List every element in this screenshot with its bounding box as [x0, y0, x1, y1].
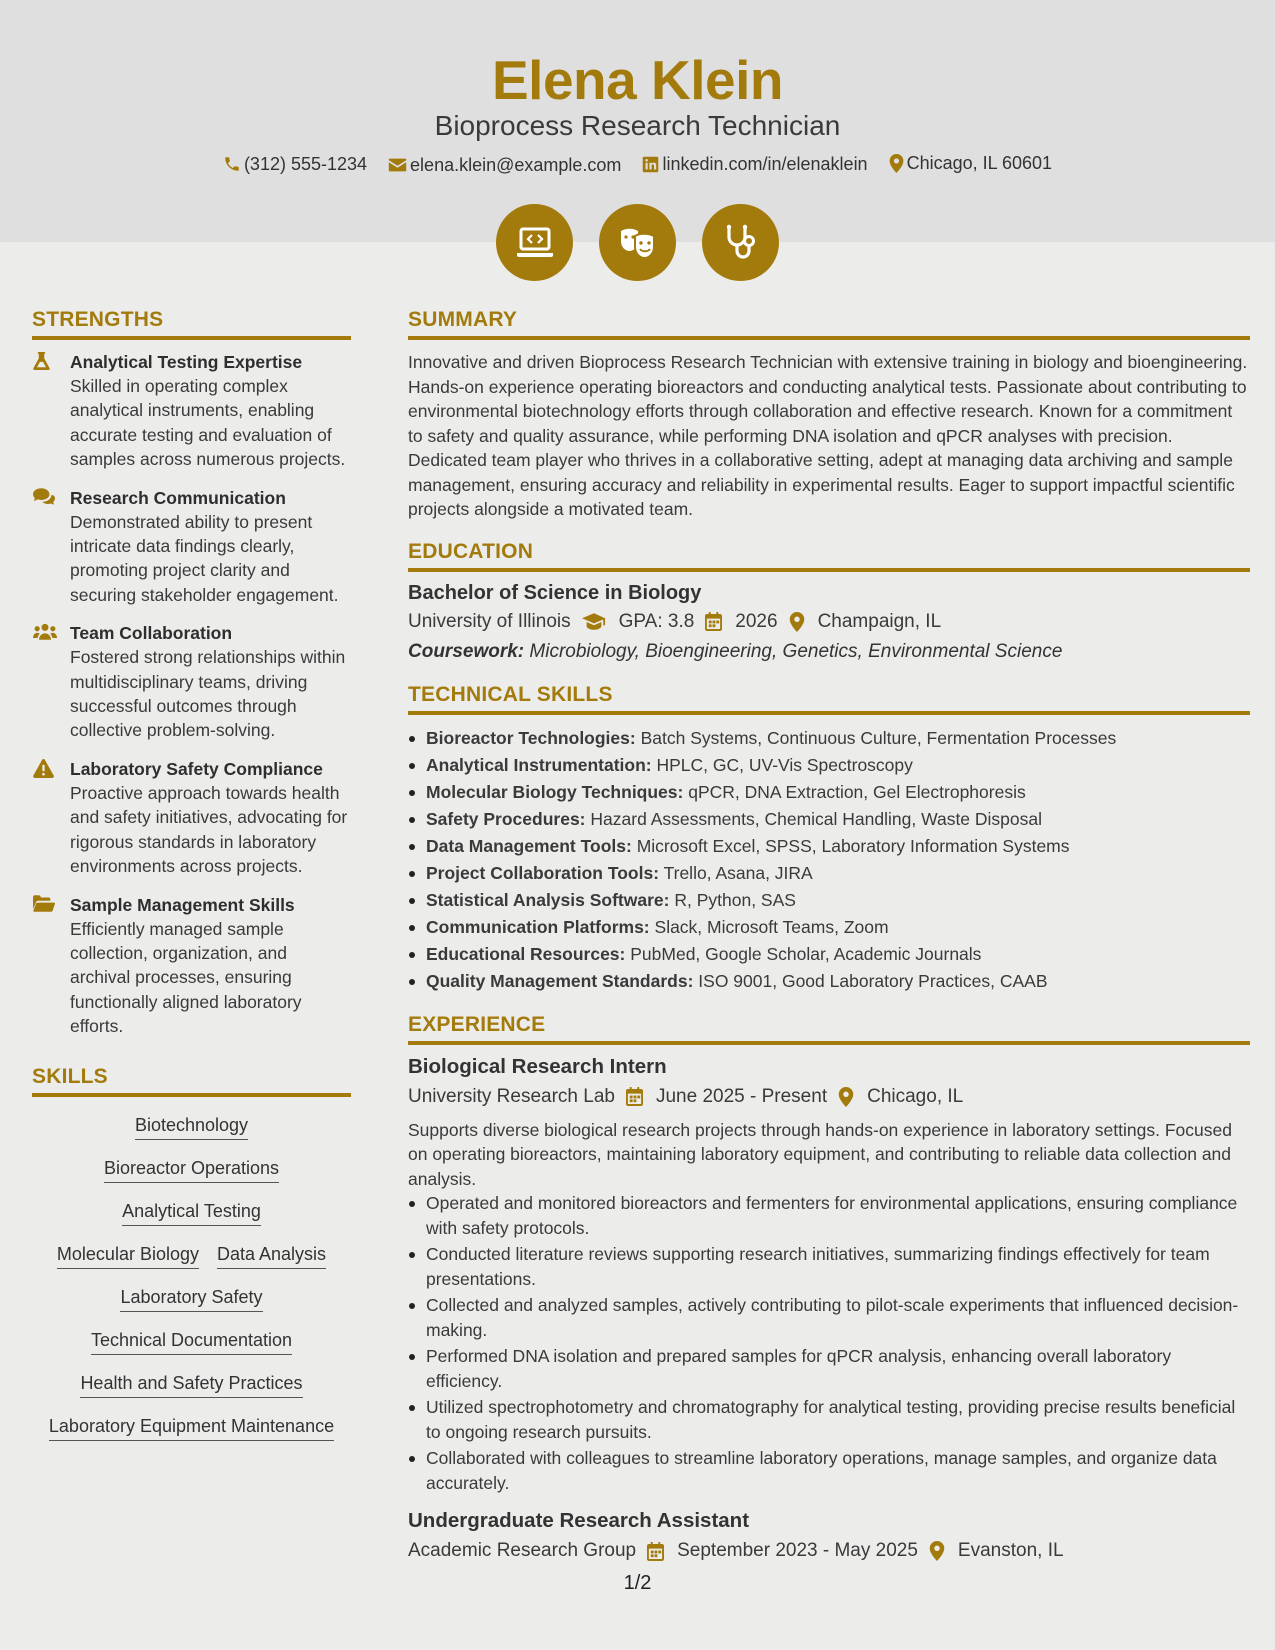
map-pin-icon — [838, 1087, 854, 1107]
contact-bar — [0, 153, 1275, 178]
job-bullets — [408, 1191, 1250, 1495]
flask-icon — [33, 352, 50, 370]
tech-skill-label: Bioreactor Technologies: — [426, 727, 636, 748]
warning-icon — [33, 759, 54, 778]
strength-title: Sample Management Skills — [70, 894, 295, 915]
email-text: elena.klein@example.com — [410, 154, 622, 175]
laptop-code-icon — [515, 226, 555, 260]
summary-text: Innovative and driven Bioprocess Research Technician with extensive training in biology and bioengineering. Hands-on experience operating bioreactors and conducting analytical tests. Passionate about contributing to environmental biotechnology efforts through collaboration and effective research. Known for a commitment to safety and quality assurance, while performing DNA isolation and qPCR analyses with precision. Dedicated team player who thrives in a collaborative setting, adept at managing data archiving and sample management, ensuring accuracy and reliability in experimental results. Eager to support impactful scientific projects alongside a motivated team. — [408, 352, 1248, 519]
tech-skill-value: Microsoft Excel, SPSS, Laboratory Information Systems — [636, 835, 1070, 856]
skill-tag: Technical Documentation — [91, 1330, 292, 1355]
left-column — [32, 308, 351, 1451]
list-item — [408, 779, 1250, 806]
job-meta — [408, 1086, 1250, 1108]
list-item — [408, 833, 1250, 860]
job-dates: September 2023 - May 2025 — [677, 1540, 918, 1561]
page-number: 1/2 — [623, 1572, 652, 1594]
skills-list — [32, 1107, 351, 1451]
skill-tag: Health and Safety Practices — [80, 1373, 302, 1398]
tech-skill-label: Project Collaboration Tools: — [426, 862, 660, 883]
experience-entry — [408, 1055, 1250, 1496]
badge-laptop — [496, 204, 573, 281]
education-heading: EDUCATION — [408, 540, 1250, 572]
tech-skill-value: PubMed, Google Scholar, Academic Journals — [630, 943, 982, 964]
map-pin-icon — [929, 1541, 945, 1561]
candidate-name: Elena Klein — [492, 49, 783, 111]
strength-title: Research Communication — [70, 487, 286, 508]
list-item — [408, 725, 1250, 752]
strength-desc: Proactive approach towards health and safety initiatives, advocating for rigorous standards in laboratory environments across projects. — [70, 782, 348, 877]
strength-title: Laboratory Safety Compliance — [70, 758, 323, 779]
job-title: Biological Research Intern — [408, 1054, 667, 1078]
education-degree: Bachelor of Science in Biology — [408, 581, 702, 604]
skill-tag: Analytical Testing — [122, 1201, 261, 1226]
right-column — [408, 308, 1250, 1562]
job-location: Evanston, IL — [957, 1540, 1064, 1561]
tech-skill-value: qPCR, DNA Extraction, Gel Electrophoresis — [688, 781, 1026, 802]
stethoscope-icon — [723, 224, 759, 262]
contact-email[interactable] — [388, 155, 621, 176]
location-text: Chicago, IL 60601 — [906, 153, 1053, 173]
graduation-cap-icon — [582, 613, 606, 630]
contact-phone[interactable] — [223, 154, 367, 175]
skill-tag: Biotechnology — [135, 1115, 248, 1140]
phone-icon — [223, 155, 241, 173]
job-location: Chicago, IL — [867, 1085, 964, 1107]
tech-skill-label: Communication Platforms: — [426, 916, 650, 937]
badge-stethoscope — [702, 204, 779, 281]
linkedin-icon — [642, 156, 659, 173]
map-pin-icon — [789, 612, 805, 632]
strength-item — [32, 350, 351, 472]
tech-skill-value: HPLC, GC, UV-Vis Spectroscopy — [656, 754, 913, 775]
strength-title: Team Collaboration — [70, 623, 233, 644]
education-location: Champaign, IL — [817, 610, 942, 632]
tech-skill-label: Data Management Tools: — [426, 835, 632, 856]
list-item: Performed DNA isolation and prepared samples for qPCR analysis, enhancing overall laboratory efficiency. — [408, 1344, 1250, 1393]
education-school: University of Illinois — [408, 610, 571, 632]
folder-open-icon — [33, 895, 55, 912]
tech-skill-value: Trello, Asana, JIRA — [663, 862, 813, 883]
job-dates: June 2025 - Present — [655, 1085, 828, 1107]
strength-item — [32, 893, 351, 1039]
map-pin-icon — [889, 154, 904, 173]
technical-skills-list — [408, 725, 1250, 995]
calendar-icon — [647, 1542, 664, 1561]
skills-section — [32, 1065, 351, 1451]
job-meta — [408, 1540, 1250, 1562]
skill-tag: Molecular Biology — [57, 1244, 199, 1269]
job-org: Academic Research Group — [408, 1540, 637, 1561]
strength-item — [32, 486, 351, 608]
strength-item — [32, 757, 351, 879]
tech-skill-value: Hazard Assessments, Chemical Handling, Waste Disposal — [590, 808, 1043, 829]
tech-skill-label: Analytical Instrumentation: — [426, 754, 652, 775]
calendar-icon — [705, 612, 722, 631]
skill-tag: Bioreactor Operations — [104, 1158, 279, 1183]
list-item: Conducted literature reviews supporting research initiatives, summarizing findings effectively for team presentations. — [408, 1242, 1250, 1291]
list-item: Operated and monitored bioreactors and fermenters for environmental applications, ensuring compliance with safety protocols. — [408, 1191, 1250, 1240]
linkedin-text: linkedin.com/in/elenaklein — [662, 154, 868, 174]
technical-skills-heading: TECHNICAL SKILLS — [408, 683, 1250, 715]
tech-skill-value: R, Python, SAS — [674, 889, 796, 910]
skill-tag: Data Analysis — [217, 1244, 326, 1269]
interest-badges — [0, 204, 1275, 281]
strength-desc: Fostered strong relationships within multidisciplinary teams, driving successful outcomes through collective problem-solving. — [70, 647, 346, 741]
tech-skill-value: ISO 9001, Good Laboratory Practices, CAAB — [698, 970, 1048, 991]
list-item: Collected and analyzed samples, actively contributing to pilot-scale experiments that influenced decision-making. — [408, 1293, 1250, 1342]
list-item: Utilized spectrophotometry and chromatography for analytical testing, providing precise results beneficial to ongoing research pursuits. — [408, 1395, 1250, 1444]
list-item — [408, 860, 1250, 887]
list-item — [408, 914, 1250, 941]
skill-tag: Laboratory Equipment Maintenance — [49, 1416, 334, 1441]
job-title: Undergraduate Research Assistant — [408, 1509, 750, 1532]
contact-linkedin[interactable] — [642, 154, 867, 175]
badge-masks — [599, 204, 676, 281]
experience-entry — [408, 1509, 1250, 1562]
tech-skill-label: Educational Resources: — [426, 943, 626, 964]
tech-skill-label: Quality Management Standards: — [426, 970, 694, 991]
skills-heading: SKILLS — [32, 1065, 351, 1097]
strength-desc: Skilled in operating complex analytical instruments, enabling accurate testing and evaluation of samples across numerous projects. — [70, 376, 346, 470]
theater-masks-icon — [618, 225, 658, 261]
list-item — [408, 752, 1250, 779]
coursework-list: Microbiology, Bioengineering, Genetics, Environmental Science — [529, 640, 1063, 662]
phone-text: (312) 555-1234 — [243, 153, 368, 174]
tech-skill-label: Safety Procedures: — [426, 808, 586, 829]
strength-desc: Efficiently managed sample collection, organization, and archival processes, ensuring functionally aligned laboratory efforts. — [70, 918, 302, 1037]
summary-heading: SUMMARY — [408, 308, 1250, 340]
coursework-label: Coursework: — [408, 640, 525, 662]
experience-heading: EXPERIENCE — [408, 1013, 1250, 1045]
comments-icon — [33, 488, 55, 505]
list-item — [408, 941, 1250, 968]
calendar-icon — [626, 1087, 643, 1106]
education-gpa: GPA: 3.8 — [618, 610, 695, 632]
contact-location — [889, 153, 1052, 174]
envelope-icon — [388, 157, 407, 173]
education-meta — [408, 611, 1250, 633]
list-item: Collaborated with colleagues to streamline laboratory operations, manage samples, and organize data accurately. — [408, 1446, 1250, 1495]
strengths-heading: STRENGTHS — [32, 308, 351, 340]
tech-skill-value: Slack, Microsoft Teams, Zoom — [654, 916, 889, 937]
skill-tag: Laboratory Safety — [120, 1287, 262, 1312]
list-item — [408, 887, 1250, 914]
tech-skill-label: Statistical Analysis Software: — [426, 889, 670, 910]
coursework-line — [408, 641, 1250, 663]
strength-item — [32, 621, 351, 743]
job-org: University Research Lab — [408, 1085, 615, 1107]
users-icon — [33, 623, 57, 640]
candidate-title: Bioprocess Research Technician — [434, 110, 841, 141]
strength-desc: Demonstrated ability to present intricate data findings clearly, promoting project clarity and securing stakeholder engagement. — [70, 511, 339, 605]
strength-title: Analytical Testing Expertise — [70, 352, 303, 372]
list-item — [408, 968, 1250, 995]
job-description: Supports diverse biological research projects through hands-on experience in laboratory settings. Focused on operating bioreactors, maintaining laboratory equipment, and contributing to reliable data collection and analysis. — [408, 1119, 1232, 1189]
tech-skill-value: Batch Systems, Continuous Culture, Fermentation Processes — [640, 727, 1117, 748]
list-item — [408, 806, 1250, 833]
tech-skill-label: Molecular Biology Techniques: — [426, 781, 684, 802]
education-year: 2026 — [735, 610, 778, 632]
